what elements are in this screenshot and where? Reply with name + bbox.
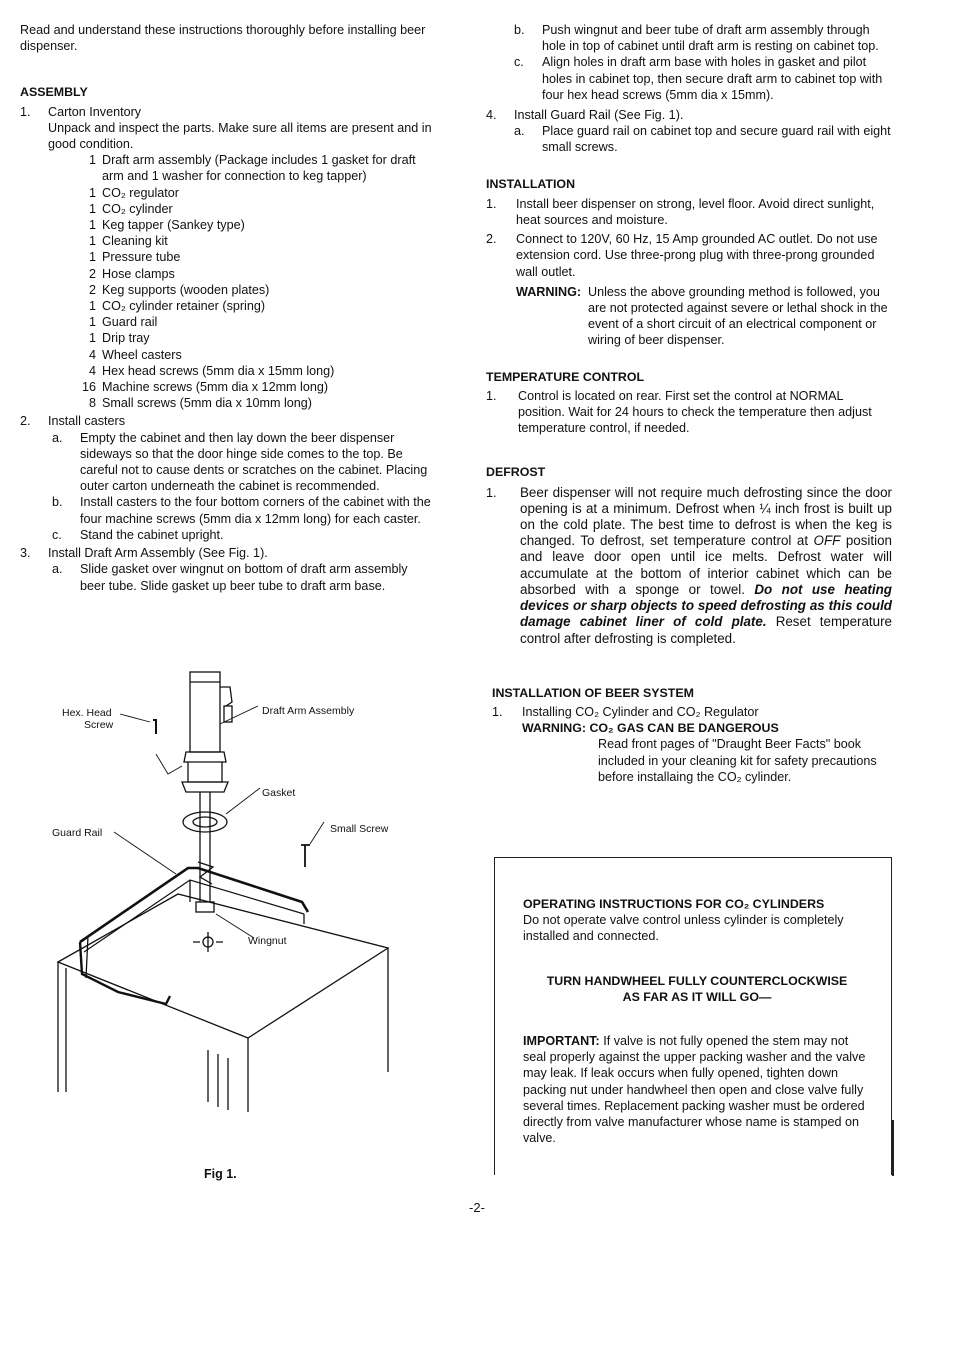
left-column (20, 22, 432, 594)
inventory-item (20, 314, 432, 330)
inventory-item (20, 395, 432, 411)
label-hex-head: Hex. Head (62, 707, 112, 719)
intro-text: Read and understand these instructions thoroughly before installing beer dispenser. (20, 23, 426, 54)
inventory-qty: 1 (88, 153, 96, 168)
beer-system-heading: INSTALLATION OF BEER SYSTEM (492, 685, 694, 700)
sub-step-letter: a. (514, 124, 525, 139)
inventory-qty: 4 (88, 347, 96, 362)
inventory-item (20, 282, 432, 298)
sub-step-letter: c. (514, 55, 524, 70)
box-heading: OPERATING INSTRUCTIONS FOR CO₂ CYLINDERS (523, 897, 825, 911)
inventory-qty: 1 (88, 315, 96, 330)
installation-warning: WARNING: Unless the above grounding method is followed, you are not protected against severe or lethal shock in the event of a short circuit of an electrical component or wiring of beer dispenser. (516, 284, 888, 348)
sub-step-letter: c. (52, 527, 62, 542)
inventory-qty: 1 (88, 185, 96, 200)
assembly-step-3: 3. Install Draft Arm Assembly (See Fig. 1). (20, 546, 268, 561)
inventory-qty: 1 (88, 250, 96, 265)
sub-step-text: Install casters to the four bottom corners of the cabinet with the four machine screws (5mm dia x 12mm long) for each caster. (80, 495, 431, 526)
box-important: IMPORTANT: If valve is not fully opened the stem may not seal properly against the upper packing washer and the valve may leak. If leak occurs when fully opened, tighten down packing nut under handwheel then open and close valve fully several times. Replacement packing washer must be ordered directly from valve manufacturer whose name is stamped on valve. (523, 1034, 866, 1146)
co2-operating-box (494, 857, 892, 1175)
inventory-item (20, 363, 432, 379)
inventory-item-text: Hose clamps (102, 266, 175, 281)
inventory-item-text: Pressure tube (102, 250, 181, 265)
co2-warning-text: Read front pages of "Draught Beer Facts" book included in your cleaning kit for safety precautions before installaing the CO₂ cylinder. (598, 737, 877, 784)
box-right-edge (892, 1120, 894, 1176)
inventory-qty: 2 (88, 282, 96, 297)
inventory-list (20, 152, 432, 411)
inventory-item (20, 266, 432, 282)
assembly-step-4: 4. Install Guard Rail (See Fig. 1). (486, 108, 684, 123)
sub-step-text: Empty the cabinet and then lay down the beer dispenser sideways so that the door hinge side comes to the top. Be careful not to cause dents or scratches on the cabinet. Placing outer carton underneath the cabinet is recommended. (80, 430, 428, 494)
box-turn-line-1: TURN HANDWHEEL FULLY COUNTERCLOCKWISE (546, 973, 848, 988)
co2-warning: WARNING: CO₂ GAS CAN BE DANGEROUS (522, 721, 779, 736)
inventory-item-text: Guard rail (102, 315, 158, 330)
step2-list (20, 430, 432, 543)
inventory-item (20, 152, 432, 184)
inventory-item (20, 330, 432, 346)
inventory-item (20, 201, 432, 217)
sub-step-text: Push wingnut and beer tube of draft arm assembly through hole in top of cabinet until draft arm is resting on cabinet top. (542, 23, 879, 54)
assembly-step-2: 2. Install casters (20, 414, 125, 429)
label-gasket: Gasket (262, 787, 296, 799)
sub-step-text: Align holes in draft arm base with holes in gasket and pilot holes in cabinet top, then secure draft arm to cabinet top with four hex head screws (5mm dia x 15mm). (542, 55, 883, 102)
inventory-qty: 1 (88, 331, 96, 346)
inventory-item (20, 347, 432, 363)
label-wingnut: Wingnut (248, 935, 287, 947)
installation-list (486, 196, 892, 280)
inventory-item (20, 185, 432, 201)
right-column (486, 22, 892, 785)
sub-step-text: Place guard rail on cabinet top and secure guard rail with eight small screws. (542, 124, 891, 155)
sub-step-text: Slide gasket over wingnut on bottom of draft arm assembly beer tube. Slide gasket up beer tube to draft arm base. (80, 562, 408, 593)
step3-substep (514, 22, 892, 54)
inventory-item (20, 298, 432, 314)
inventory-item-text: Draft arm assembly (Package includes 1 gasket for draft arm and 1 washer for connection to keg tapper) (102, 153, 416, 184)
inventory-item-text: Drip tray (102, 331, 150, 346)
inventory-qty: 1 (88, 299, 96, 314)
label-small-screw: Small Screw (330, 823, 389, 835)
step3bc-list (486, 22, 892, 103)
inventory-item (20, 379, 432, 395)
defrost-item: 1. Beer dispenser will not require much defrosting since the door opening is at a minimum. Defrost when ¼ inch frost is built up on the cold plate. The best time to defrost is when the keg is changed. To defrost, set temperature control at OFF position and leave door open until ice melts. Defrost water will accumulate at the bottom of interior cabinet which can be absorbed with a sponge or towel. Do not use heating devices or sharp objects to speed defrosting as this could damage cabinet liner of cold plate. Reset temperature control after defrosting is completed. (486, 484, 892, 646)
label-draft-arm: Draft Arm Assembly (262, 705, 355, 717)
inventory-item-text: Small screws (5mm dia x 10mm long) (102, 396, 312, 411)
inventory-item (20, 249, 432, 265)
step4-substep (514, 123, 892, 155)
inventory-qty: 2 (88, 266, 96, 281)
inventory-item-text: CO₂ regulator (102, 185, 179, 200)
label-guard-rail: Guard Rail (52, 827, 103, 839)
box-turn-line-2: AS FAR AS IT WILL GO— (622, 989, 772, 1004)
defrost-heading: DEFROST (486, 465, 546, 480)
installation-text: Install beer dispenser on strong, level floor. Avoid direct sunlight, heat sources and moisture. (516, 196, 875, 228)
inventory-item-text: Keg supports (wooden plates) (102, 282, 270, 297)
installation-num: 1. (486, 196, 497, 211)
inventory-qty: 1 (88, 201, 96, 216)
sub-step-text: Stand the cabinet upright. (80, 527, 224, 542)
inventory-item (20, 217, 432, 233)
step2-substep (52, 430, 432, 495)
beer-system-item: 1. Installing CO₂ Cylinder and CO₂ Regulator (492, 704, 759, 719)
label-screw: Screw (84, 719, 114, 731)
inventory-qty: 8 (88, 396, 96, 411)
figure-caption: Fig 1. (204, 1167, 237, 1181)
step4-list (486, 123, 892, 155)
sub-step-letter: b. (52, 495, 63, 510)
installation-item (486, 231, 892, 280)
sub-step-letter: a. (52, 430, 63, 445)
inventory-qty: 4 (88, 363, 96, 378)
temperature-item: 1. Control is located on rear. First set the control at NORMAL position. Wait for 24 hours to check the temperature then adjust temperature control, if needed. (486, 388, 872, 436)
inventory-qty: 1 (88, 234, 96, 249)
step2-substep (52, 527, 432, 543)
installation-item (486, 196, 892, 228)
installation-heading: INSTALLATION (486, 176, 576, 191)
inventory-qty: 16 (81, 380, 96, 395)
installation-num: 2. (486, 232, 497, 247)
inventory-item-text: Cleaning kit (102, 234, 168, 249)
sub-step-letter: a. (52, 562, 63, 577)
draft-arm-figure (48, 662, 448, 1192)
box-text: Do not operate valve control unless cylinder is completely installed and connected. (523, 913, 844, 944)
assembly-step-1: 1. Carton Inventory (20, 104, 142, 119)
inventory-item-text: CO₂ cylinder retainer (spring) (102, 299, 266, 314)
inventory-item-text: CO₂ cylinder (102, 201, 173, 216)
inventory-qty: 1 (88, 218, 96, 233)
inventory-item (20, 233, 432, 249)
inventory-item-text: Hex head screws (5mm dia x 15mm long) (102, 363, 335, 378)
page-number: -2- (469, 1200, 485, 1215)
step3-substep (514, 54, 892, 103)
assembly-heading: ASSEMBLY (20, 85, 88, 100)
inventory-item-text: Machine screws (5mm dia x 12mm long) (102, 380, 329, 395)
step1-text: Unpack and inspect the parts. Make sure all items are present and in good condition. (48, 120, 432, 152)
inventory-item-text: Keg tapper (Sankey type) (102, 218, 245, 233)
step3-substep (52, 561, 432, 593)
installation-text: Connect to 120V, 60 Hz, 15 Amp grounded AC outlet. Do not use extension cord. Use three-prong plug with three-prong grounded wall outlet. (516, 232, 878, 279)
temperature-heading: TEMPERATURE CONTROL (486, 369, 645, 384)
inventory-item-text: Wheel casters (102, 347, 182, 362)
sub-step-letter: b. (514, 23, 525, 37)
step3a-list (20, 561, 432, 593)
step2-substep (52, 494, 432, 526)
